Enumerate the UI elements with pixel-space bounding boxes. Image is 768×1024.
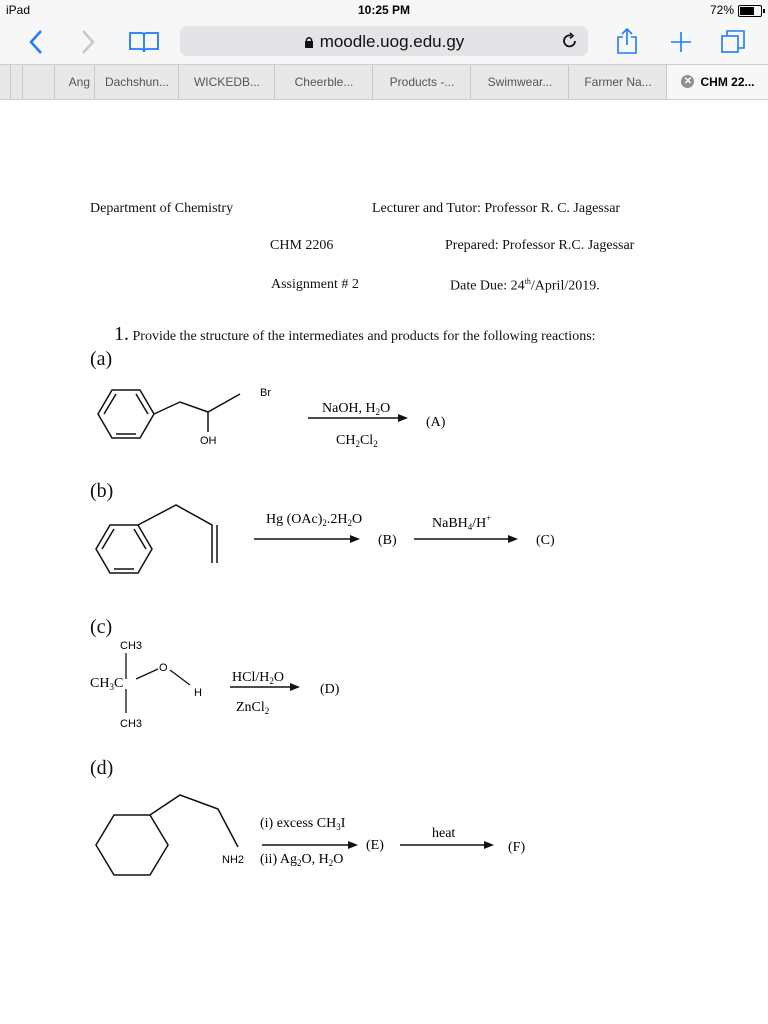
reaction-c xyxy=(88,635,368,735)
tab-item[interactable] xyxy=(372,65,471,99)
heat-label: heat xyxy=(432,826,456,841)
department: Department of Chemistry xyxy=(90,201,234,216)
reagent-c-above: HCl/$H_2O$ xyxy=(232,670,284,686)
tab-scroll-edge xyxy=(22,65,55,99)
ch3c-label: $CH_3C$ xyxy=(90,676,124,692)
tabs-icon xyxy=(720,29,746,55)
hydroxyl-label: OH xyxy=(200,435,217,447)
date-due: Date Due: 24th/April/2019. xyxy=(450,277,600,294)
part-b-label: (b) xyxy=(90,480,114,502)
tab-item[interactable] xyxy=(178,65,275,99)
reaction-d xyxy=(90,789,540,899)
reagent-d1: (i) excess $CH_3I$ xyxy=(260,816,346,832)
address-bar[interactable] xyxy=(180,26,588,56)
question-text: Provide the structure of the intermediates and products for the following reactions: xyxy=(132,329,596,344)
reload-button[interactable] xyxy=(562,29,578,56)
close-tab-icon[interactable]: ✕ xyxy=(681,75,694,88)
bookmarks-button[interactable] xyxy=(126,25,162,59)
tab-item-active[interactable] xyxy=(666,65,768,99)
arrowhead xyxy=(484,841,494,849)
reagent-d2: (ii) $Ag_2O$, $H_2O$ xyxy=(260,852,344,868)
back-button[interactable] xyxy=(22,25,50,59)
url-text: moodle.uog.edu.gy xyxy=(319,32,465,51)
tab-label: Cheerble... xyxy=(294,75,354,89)
part-d-label: (d) xyxy=(90,757,114,779)
course-code: CHM 2206 xyxy=(270,238,334,253)
tab-item[interactable] xyxy=(54,65,94,99)
device-name: iPad xyxy=(6,3,31,17)
status-bar xyxy=(0,0,768,20)
oxygen-label: O xyxy=(159,662,168,674)
cyclohexane-ring xyxy=(96,795,238,875)
benzene-ring-b xyxy=(96,505,217,573)
bond xyxy=(136,669,158,679)
tab-label: CHM 22... xyxy=(700,75,755,89)
amine-label: NH2 xyxy=(222,854,245,866)
plus-icon xyxy=(670,31,692,53)
product-c: (C) xyxy=(536,533,555,548)
question-number: 1. xyxy=(114,323,129,345)
question xyxy=(114,323,596,346)
product-f: (F) xyxy=(508,840,526,855)
reagent-b1: Hg $(OAc)_2.2H_2O$ xyxy=(266,512,363,528)
tab-label: Dachshun... xyxy=(104,75,170,89)
tab-item[interactable] xyxy=(274,65,373,99)
chevron-right-icon xyxy=(80,29,96,55)
arrowhead xyxy=(290,683,300,691)
share-button[interactable] xyxy=(612,25,642,59)
url-display[interactable] xyxy=(180,32,588,52)
tab-label: Ang xyxy=(68,75,90,89)
tabs-overview-button[interactable] xyxy=(718,25,748,59)
benzene-ring-a xyxy=(98,390,240,438)
reaction-a xyxy=(90,374,470,454)
bromine-label: Br xyxy=(260,387,271,399)
lock-icon xyxy=(304,36,314,48)
prepared-by: Prepared: Professor R.C. Jagessar xyxy=(445,238,635,253)
reagent-a-below: $CH_2Cl_2$ xyxy=(336,433,378,449)
tab-item[interactable] xyxy=(94,65,179,99)
methyl-top: CH3 xyxy=(120,640,143,652)
methyl-bottom: CH3 xyxy=(120,718,143,730)
part-a-label: (a) xyxy=(90,348,113,370)
new-tab-button[interactable] xyxy=(666,25,696,59)
document-page xyxy=(0,99,768,1024)
browser-toolbar xyxy=(0,20,768,64)
reagent-b2: NaBH$_4$/H+ xyxy=(432,513,492,532)
product-d: (D) xyxy=(320,682,340,697)
bond xyxy=(170,670,190,685)
tab-scroll-edge xyxy=(0,65,10,99)
part-c-label: (c) xyxy=(90,616,113,638)
reagent-a-above: NaOH, $H_2O$ xyxy=(322,401,391,417)
intermediate-e: (E) xyxy=(366,838,384,853)
forward-button[interactable] xyxy=(74,25,102,59)
arrowhead xyxy=(350,535,360,543)
arrowhead xyxy=(348,841,358,849)
assignment-number: Assignment # 2 xyxy=(271,277,359,292)
book-icon xyxy=(128,30,160,54)
chevron-left-icon xyxy=(28,29,44,55)
hydrogen-label: H xyxy=(194,687,202,699)
share-icon xyxy=(616,27,638,55)
intermediate-b: (B) xyxy=(378,533,397,548)
clock: 10:25 PM xyxy=(357,3,411,17)
reload-icon xyxy=(562,32,578,50)
battery-percent: 72% xyxy=(709,3,734,17)
reaction-b xyxy=(90,499,570,589)
arrowhead xyxy=(398,414,408,422)
arrowhead xyxy=(508,535,518,543)
tab-label: Farmer Na... xyxy=(584,75,652,89)
tab-label: Swimwear... xyxy=(487,75,553,89)
tab-bar xyxy=(0,64,768,100)
product-a: (A) xyxy=(426,415,446,430)
tab-item[interactable] xyxy=(470,65,569,99)
battery-icon xyxy=(738,5,762,17)
reagent-c-below: ZnCl$_2$ xyxy=(236,700,270,716)
tab-label: Products -... xyxy=(389,75,455,89)
lecturer: Lecturer and Tutor: Professor R. C. Jagessar xyxy=(372,201,621,216)
tab-label: WICKEDB... xyxy=(193,75,260,89)
tab-item[interactable] xyxy=(568,65,667,99)
